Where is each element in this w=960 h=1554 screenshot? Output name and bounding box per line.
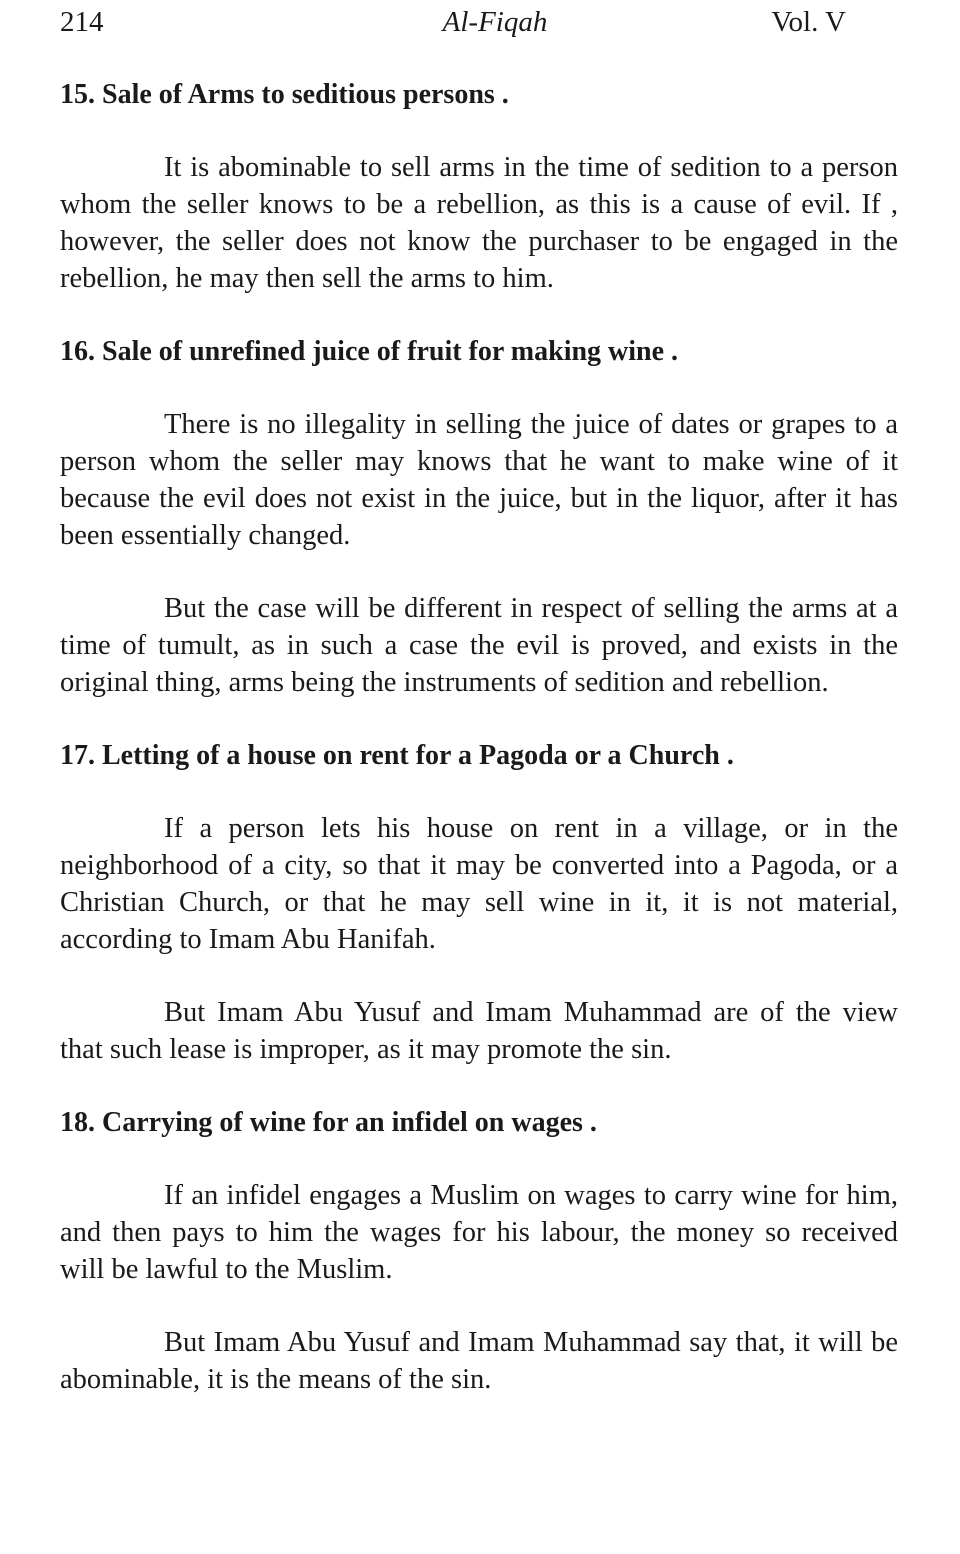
paragraph: It is abominable to sell arms in the time of sedition to a person whom the seller knows to be a rebellion, as this is a cause of evil. If , however, the seller does not know the purchaser to be engaged in the rebellion, he may then sell the arms to him. — [60, 152, 898, 294]
section-heading: 18. Carrying of wine for an infidel on wages . — [60, 1107, 597, 1138]
section-16 — [60, 333, 898, 701]
section-heading: 16. Sale of unrefined juice of fruit for making wine . — [60, 336, 679, 367]
section-15 — [60, 76, 898, 297]
page-number: 214 — [60, 6, 104, 38]
paragraph: But Imam Abu Yusuf and Imam Muhammad say that, it will be abominable, it is the means of the sin. — [60, 1327, 898, 1395]
running-header — [60, 4, 846, 40]
page-content — [60, 76, 898, 1398]
book-title: Al-Fiqah — [442, 6, 548, 38]
paragraph: If an infidel engages a Muslim on wages to carry wine for him, and then pays to him the wages for his labour, the money so received will be lawful to the Muslim. — [60, 1180, 898, 1285]
section-heading: 17. Letting of a house on rent for a Pagoda or a Church . — [60, 740, 734, 771]
paragraph: But the case will be different in respect of selling the arms at a time of tumult, as in such a case the evil is proved, and exists in the original thing, arms being the instruments of sedition and rebellion. — [60, 593, 898, 698]
section-17 — [60, 737, 898, 1068]
section-heading: 15. Sale of Arms to seditious persons . — [60, 79, 509, 110]
paragraph: If a person lets his house on rent in a village, or in the neighborhood of a city, so that it may be converted into a Pagoda, or a Christian Church, or that he may sell wine in it, it is not material, according to Imam Abu Hanifah. — [60, 813, 898, 955]
paragraph: There is no illegality in selling the juice of dates or grapes to a person whom the seller may knows that he want to make wine of it because the evil does not exist in the juice, but in the liquor, after it has been essentially changed. — [60, 409, 898, 551]
paragraph: But Imam Abu Yusuf and Imam Muhammad are of the view that such lease is improper, as it may promote the sin. — [60, 997, 898, 1065]
section-18 — [60, 1104, 898, 1398]
volume-label: Vol. V — [771, 6, 846, 38]
